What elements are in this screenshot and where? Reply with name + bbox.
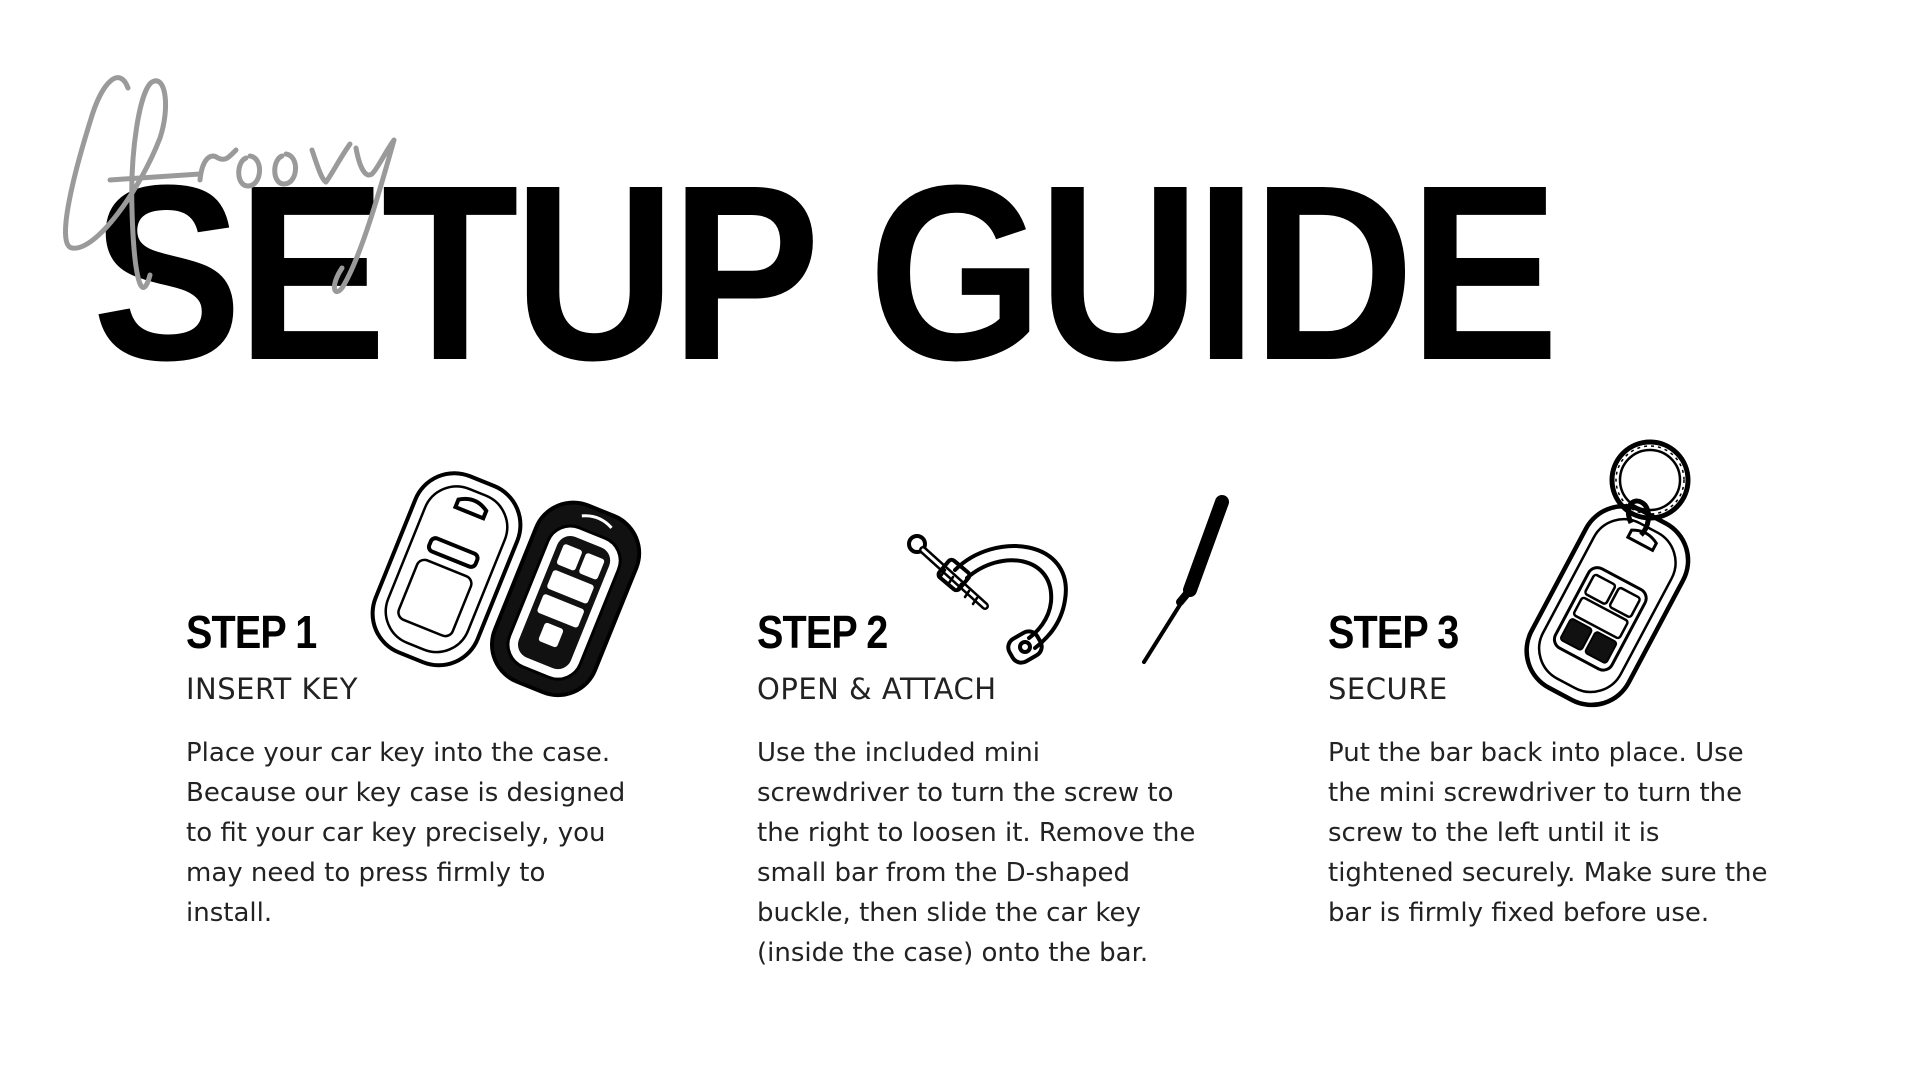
step-3 bbox=[1328, 605, 1768, 933]
step-subtitle: OPEN & ATTACH bbox=[757, 672, 997, 706]
page-title: SETUP GUIDE bbox=[92, 133, 1554, 412]
step-title: STEP 3 bbox=[1328, 606, 1459, 658]
step-subtitle: SECURE bbox=[1328, 672, 1448, 706]
step-title: STEP 1 bbox=[186, 606, 317, 658]
step-1 bbox=[186, 605, 626, 933]
brand-script-logo bbox=[50, 40, 450, 330]
step-2 bbox=[757, 605, 1197, 973]
step-subtitle: INSERT KEY bbox=[186, 672, 359, 706]
step-description: Use the included mini screwdriver to turn the screw to the right to loosen it. Remove the small bar from the D-shaped buckle, then slide the car key (inside the case) onto the bar. bbox=[757, 738, 1196, 968]
step-title: STEP 2 bbox=[757, 606, 888, 658]
step-description: Put the bar back into place. Use the mini screwdriver to turn the screw to the left until it is tightened securely. Make sure the bar is firmly fixed before use. bbox=[1328, 738, 1768, 928]
step-description: Place your car key into the case. Because our key case is designed to fit your car key precisely, you may need to press firmly to install. bbox=[186, 738, 626, 928]
